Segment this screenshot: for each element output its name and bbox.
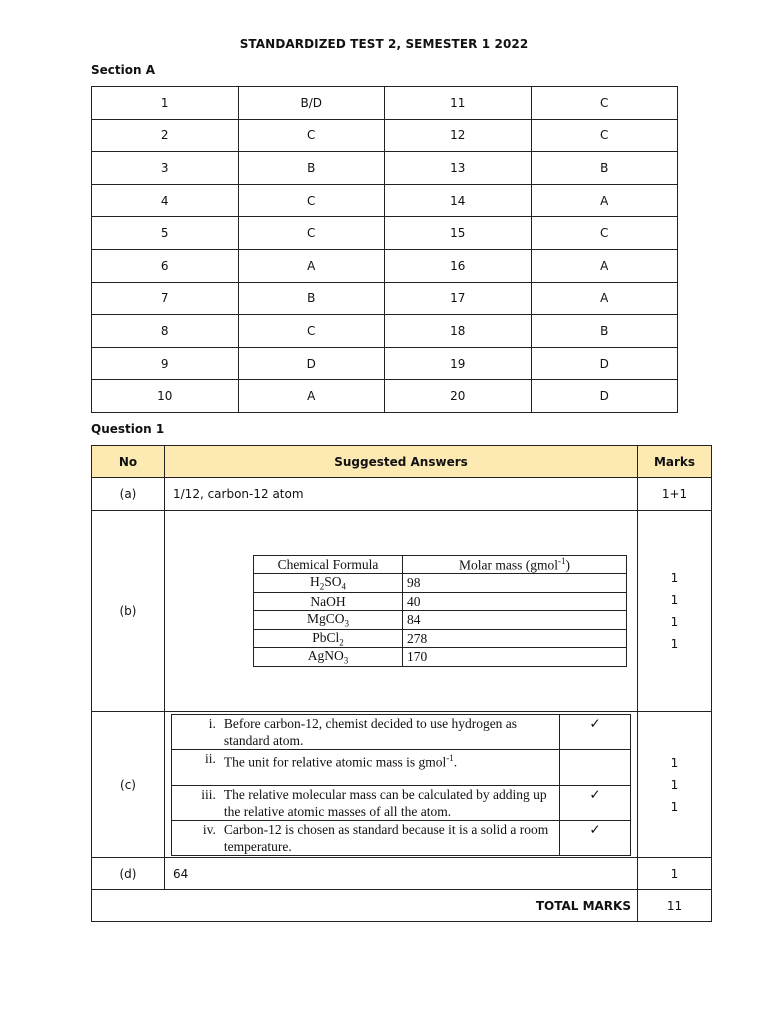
- question-number-cell: 3: [92, 152, 239, 185]
- mark-value: 1: [670, 637, 679, 651]
- molar-mass-cell: 40: [403, 593, 627, 611]
- answer-key-cell: D: [238, 347, 385, 380]
- question-number-cell: 9: [92, 347, 239, 380]
- row-c-no: (c): [92, 712, 165, 858]
- chemical-formula-cell: MgCO$_3$: [254, 611, 403, 630]
- question-number-cell: 10: [92, 380, 239, 413]
- header-no: No: [92, 446, 165, 478]
- question-number-cell: 15: [385, 217, 532, 250]
- row-b-no: (b): [92, 511, 165, 712]
- row-c-marks: [638, 712, 712, 858]
- answer-key-cell: A: [531, 184, 678, 217]
- answer-key-cell: C: [531, 119, 678, 152]
- answer-key-cell: C: [238, 217, 385, 250]
- row-d-answer: 64: [165, 858, 638, 890]
- answer-key-cell: B: [238, 152, 385, 185]
- answer-key-cell: B: [531, 152, 678, 185]
- statements-table: [171, 714, 631, 856]
- question-number-cell: 12: [385, 119, 532, 152]
- mark-value: 1: [670, 593, 679, 607]
- statement-text: The relative molecular mass can be calculated by adding up the relative atomic masses of all the atom.: [224, 785, 560, 820]
- molar-row: [254, 611, 627, 630]
- question-number-cell: 16: [385, 249, 532, 282]
- statement-row: [172, 785, 631, 820]
- statement-text: The unit for relative atomic mass is gmol$^{-1}$.: [224, 749, 560, 785]
- row-a-no: (a): [92, 478, 165, 511]
- molar-row: [254, 648, 627, 667]
- question-number-cell: 6: [92, 249, 239, 282]
- row-total: [92, 890, 712, 922]
- question-number-cell: 18: [385, 315, 532, 348]
- question-number-cell: 14: [385, 184, 532, 217]
- answer-key-cell: A: [531, 282, 678, 315]
- statement-number: iv.: [172, 820, 224, 855]
- row-a: [92, 478, 712, 511]
- molar-mass-cell: 278: [403, 629, 627, 648]
- question-number-cell: 5: [92, 217, 239, 250]
- statement-text: Before carbon-12, chemist decided to use hydrogen as standard atom.: [224, 714, 560, 749]
- question-number-cell: 8: [92, 315, 239, 348]
- answer-key-cell: A: [238, 380, 385, 413]
- answer-key-cell: A: [238, 249, 385, 282]
- molar-header-formula: Chemical Formula: [254, 555, 403, 574]
- row-b-answer: [165, 511, 638, 712]
- row-c-answer: [165, 712, 638, 858]
- section-a-row: [92, 184, 678, 217]
- molar-mass-table: [253, 555, 627, 667]
- checkmark-icon: ✓: [560, 785, 631, 820]
- row-b-marks: [638, 511, 712, 712]
- chemical-formula-cell: PbCl$_2$: [254, 629, 403, 648]
- mark-value: 1: [670, 777, 679, 792]
- mark-value: 1: [670, 571, 679, 585]
- section-a-row: [92, 282, 678, 315]
- question-number-cell: 13: [385, 152, 532, 185]
- section-a-answer-table: [91, 86, 678, 413]
- header-marks: Marks: [638, 446, 712, 478]
- answer-key-cell: C: [531, 87, 678, 120]
- section-a-row: [92, 87, 678, 120]
- answer-key-cell: C: [238, 184, 385, 217]
- mark-value: 1: [670, 755, 679, 770]
- answer-key-cell: A: [531, 249, 678, 282]
- question-number-cell: 11: [385, 87, 532, 120]
- row-b: [92, 511, 712, 712]
- molar-mass-cell: 98: [403, 574, 627, 593]
- question-1-label: Question 1: [91, 422, 165, 436]
- molar-mass-cell: 170: [403, 648, 627, 667]
- answer-key-cell: B: [238, 282, 385, 315]
- answer-key-cell: B/D: [238, 87, 385, 120]
- question-number-cell: 19: [385, 347, 532, 380]
- question-number-cell: 7: [92, 282, 239, 315]
- mark-value: 1: [670, 799, 679, 814]
- question-number-cell: 4: [92, 184, 239, 217]
- statement-number: ii.: [172, 749, 224, 785]
- question-number-cell: 2: [92, 119, 239, 152]
- molar-header-mass: Molar mass (gmol$^{-1}$): [403, 555, 627, 574]
- checkmark-icon: [560, 749, 631, 785]
- row-a-marks: 1+1: [638, 478, 712, 511]
- row-d: [92, 858, 712, 890]
- chemical-formula-cell: $H_2SO_4$: [254, 574, 403, 593]
- molar-row: [254, 629, 627, 648]
- answer-key-cell: C: [238, 119, 385, 152]
- checkmark-icon: ✓: [560, 820, 631, 855]
- section-a-row: [92, 315, 678, 348]
- question-number-cell: 1: [92, 87, 239, 120]
- answer-key-cell: C: [531, 217, 678, 250]
- section-a-row: [92, 217, 678, 250]
- answer-key-cell: C: [238, 315, 385, 348]
- chemical-formula-cell: NaOH: [254, 593, 403, 611]
- section-a-row: [92, 249, 678, 282]
- answer-key-cell: D: [531, 380, 678, 413]
- molar-row: [254, 574, 627, 593]
- chemical-formula-cell: AgNO$_3$: [254, 648, 403, 667]
- molar-row: [254, 593, 627, 611]
- total-marks-label: TOTAL MARKS: [92, 890, 638, 922]
- header-suggested-answers: Suggested Answers: [165, 446, 638, 478]
- question-number-cell: 17: [385, 282, 532, 315]
- answer-key-cell: D: [531, 347, 678, 380]
- section-a-row: [92, 380, 678, 413]
- molar-mass-cell: 84: [403, 611, 627, 630]
- row-d-marks: 1: [638, 858, 712, 890]
- statement-number: i.: [172, 714, 224, 749]
- answer-key-cell: B: [531, 315, 678, 348]
- statement-number: iii.: [172, 785, 224, 820]
- document-title: STANDARDIZED TEST 2, SEMESTER 1 2022: [239, 37, 529, 51]
- section-a-row: [92, 347, 678, 380]
- section-a-row: [92, 119, 678, 152]
- total-marks-value: 11: [638, 890, 712, 922]
- mark-value: 1: [670, 615, 679, 629]
- section-a-row: [92, 152, 678, 185]
- checkmark-icon: ✓: [560, 714, 631, 749]
- section-a-label: Section A: [91, 63, 155, 77]
- statement-row: [172, 749, 631, 785]
- row-c: [92, 712, 712, 858]
- question-1-table: [91, 445, 712, 922]
- row-d-no: (d): [92, 858, 165, 890]
- statement-row: [172, 820, 631, 855]
- question-number-cell: 20: [385, 380, 532, 413]
- statement-text: Carbon-12 is chosen as standard because it is a solid a room temperature.: [224, 820, 560, 855]
- statement-row: [172, 714, 631, 749]
- row-a-answer: 1/12, carbon-12 atom: [165, 478, 638, 511]
